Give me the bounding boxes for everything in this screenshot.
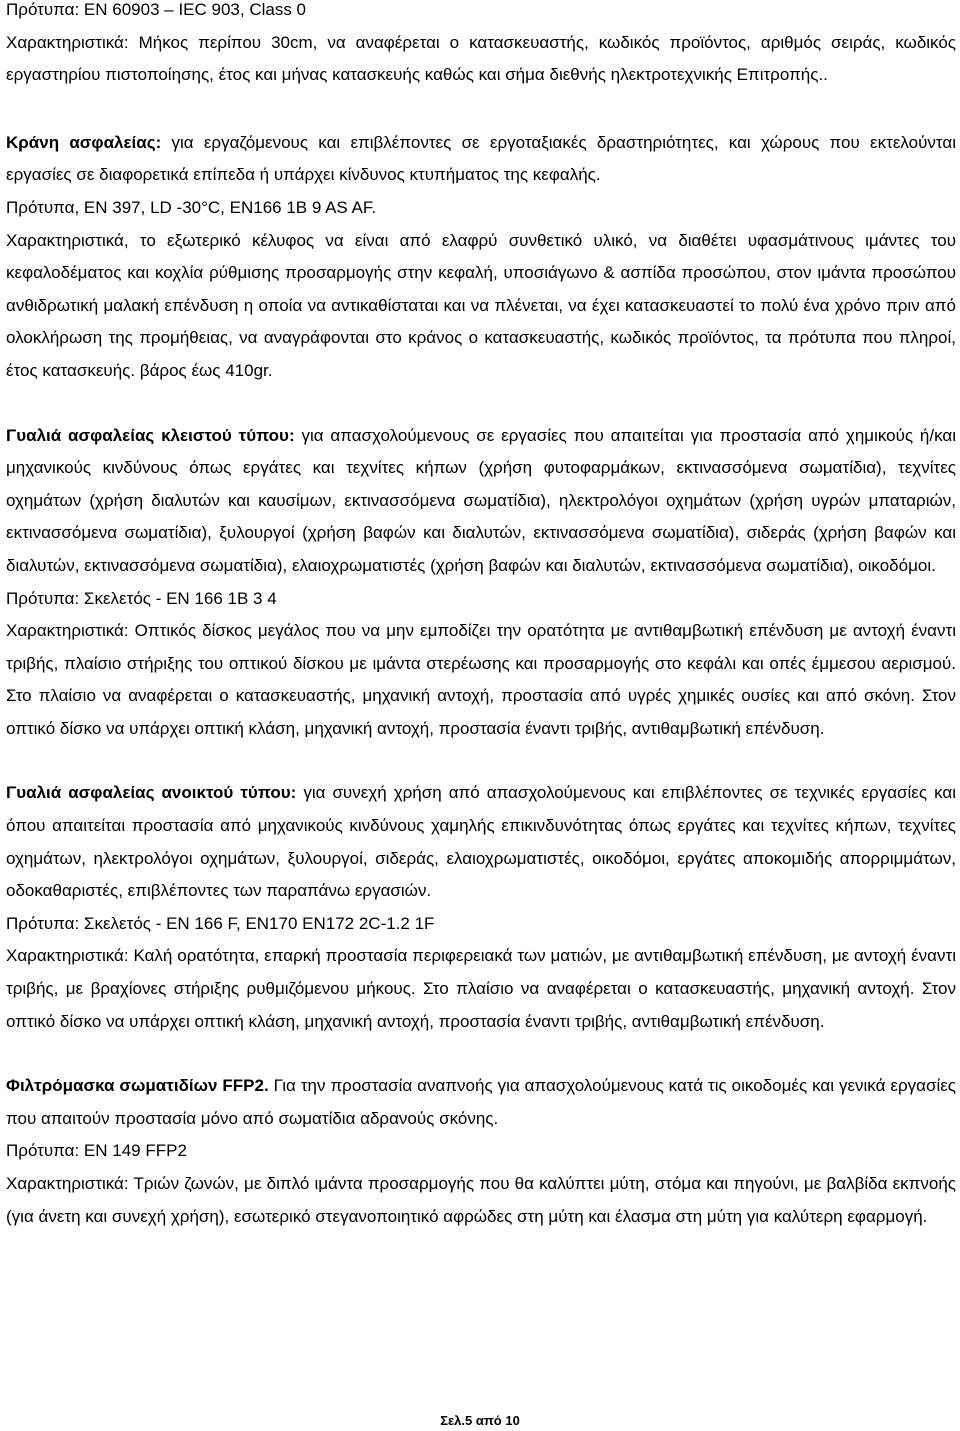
intro-text: για εργαζόμενους και επιβλέποντες σε εργοταξιακές δραστηριότητες, και χώρους που εκτελούνται εργασίες σε διαφορετικά επίπεδα ή υπάρχει κίνδυνος κτυπήματος της κεφαλής. [6, 132, 956, 185]
intro-paragraph [6, 777, 956, 907]
features-paragraph: Χαρακτηριστικά: Τριών ζωνών, με διπλό ιμάντα προσαρμογής που θα καλύπτει μύτη, στόμα και πηγούνι, με βαλβίδα εκπνοής (για άνετη και συνεχή χρήση), εσωτερικό στεγανοποιητικό αφρώδες στη μύτη και έλασμα στη μύτη για καλύτερη εφαρμογή. [6, 1174, 956, 1226]
intro-text: Για την προστασία αναπνοής για απασχολούμενους κατά τις οικοδομές και γενικά εργασίες που απαιτούν προστασία μόνο από σωματίδια αδρανούς σκόνης. [6, 1076, 956, 1128]
page-content [6, 0, 956, 1233]
section-title: Κράνη ασφαλείας: [6, 132, 162, 152]
section-title: Φιλτρόμασκα σωματιδίων FFP2. [6, 1076, 269, 1096]
standards-line: Πρότυπα: EN 149 FFP2 [6, 1141, 187, 1161]
section-open-glasses [6, 777, 956, 1038]
page-number: Σελ.5 από 10 [440, 1413, 520, 1428]
standards-line: Πρότυπα: Σκελετός - EN 166 F, EN170 EN172 2C-1.2 1F [6, 913, 435, 933]
features-paragraph: Χαρακτηριστικά, το εξωτερικό κέλυφος να είναι από ελαφρύ συνθετικό υλικό, να διαθέτει υφασμάτινους ιμάντες του κεφαλοδέματος και κοχλία ρύθμισης προσαρμογής στην κεφαλή, υποσιάγωνο & ασπίδα προσώπου, στον ιμάντα προσώπου ανθιδρωτική μαλακή επένδυση η οποία να αντικαθίσταται και να πλένεται, να έχει κατασκευαστεί το πολύ ένα χρόνο πριν από ολοκλήρωση της προμήθειας, να αναγράφονται στο κράνος ο κατασκευαστής, κωδικός προϊόντος, τα πρότυπα που πληροί, έτος κατασκευής. βάρος έως 410gr. [6, 230, 956, 380]
section-title: Γυαλιά ασφαλείας κλειστού τύπου: [6, 425, 295, 445]
intro-paragraph [6, 420, 956, 583]
features-paragraph: Χαρακτηριστικά: Μήκος περίπου 30cm, να αναφέρεται ο κατασκευαστής, κωδικός προϊόντος, αριθμός σειράς, κωδικός εργαστηρίου πιστοποίησης, έτος και μήνας κατασκευής καθώς και σήμα διεθνής ηλεκτροτεχνικής Επιτροπής.. [6, 32, 956, 85]
intro-text: για απασχολούμενους σε εργασίες που απαιτείται για προστασία από χημικούς ή/και μηχανικούς κινδύνους όπως εργάτες και τεχνίτες κήπων (χρήση φυτοφαρμάκων, εκτινασσόμενα σωματίδια), τεχνίτες οχημάτων (χρήση διαλυτών και καυσίμων, εκτινασσόμενα σωματίδια), ηλεκτρολόγοι οχημάτων (χρήση υγρών μπαταριών, εκτινασσόμενα σωματίδια), ξυλουργοί (χρήση βαφών και διαλυτών, εκτινασσόμενα σωματίδια), σιδεράς (χρήση βαφών και διαλυτών, εκτινασσόμενα σωματίδια), ελαιοχρωματιστές (χρήση βαφών και διαλυτών, εκτινασσόμενα σωματίδια), οικοδόμοι. [6, 425, 956, 575]
intro-text: για συνεχή χρήση από απασχολούμενους και επιβλέποντες σε τεχνικές εργασίες και όπου απαιτείται προστασία από μηχανικούς κινδύνους χαμηλής επικινδυνότητας όπως εργάτες και τεχνίτες κήπων, τεχνίτες οχημάτων, ηλεκτρολόγοι οχημάτων, ξυλουργοί, σιδεράς, ελαιοχρωματιστές, οικοδόμοι, εργάτες αποκομιδής απορριμμάτων, οδοκαθαριστές, επιβλέποντες των παραπάνω εργασιών. [6, 783, 956, 901]
section-title: Γυαλιά ασφαλείας ανοικτού τύπου: [6, 783, 297, 803]
features-paragraph: Χαρακτηριστικά: Καλή ορατότητα, επαρκή προστασία περιφερειακά των ματιών, με αντιθαμβωτική επένδυση, με αντοχή έναντι τριβής, με βραχίονες στήριξης ρυθμιζόμενου μήκους. Στο πλαίσιο να αναφέρεται ο κατασκευαστής, μηχανική αντοχή. Στον οπτικό δίσκο να υπάρχει οπτική κλάση, μηχανική αντοχή, προστασία έναντι τριβής, αντιθαμβωτική επένδυση. [6, 946, 956, 1031]
section-insulating-gloves [6, 0, 956, 92]
intro-paragraph [6, 1070, 956, 1135]
standards-line: Πρότυπα: Σκελετός - EN 166 1B 3 4 [6, 588, 277, 608]
standards-line: Πρότυπα, EN 397, LD -30°C, EN166 1B 9 AS AF. [6, 197, 377, 217]
standards-line: Πρότυπα: EN 60903 – IEC 903, Class 0 [6, 0, 307, 19]
section-ffp2-mask [6, 1070, 956, 1233]
features-paragraph: Χαρακτηριστικά: Οπτικός δίσκος μεγάλος που να μην εμποδίζει την ορατότητα με αντιθαμβωτική επένδυση με αντοχή έναντι τριβής, πλαίσιο στήριξης του οπτικού δίσκου με ιμάντα στερέωσης και προσαρμογής στο κεφάλι και οπές έμμεσου αερισμού. Στο πλαίσιο να αναφέρεται ο κατασκευαστής, μηχανική αντοχή, προστασία από υγρές χημικές ουσίες και από σκόνη. Στον οπτικό δίσκο να υπάρχει οπτική κλάση, μηχανική αντοχή, προστασία έναντι τριβής, αντιθαμβωτική επένδυση. [6, 621, 956, 738]
section-closed-goggles [6, 420, 956, 746]
section-safety-helmets [6, 127, 956, 388]
intro-paragraph [6, 127, 956, 192]
